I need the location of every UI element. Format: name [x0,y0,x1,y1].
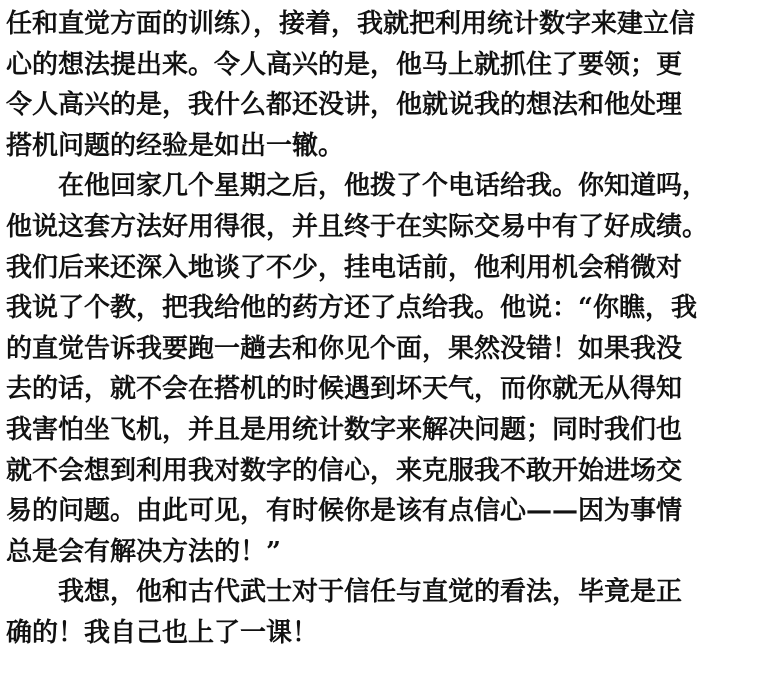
text-line: 他说这套方法好用得很，并且终于在实际交易中有了好成绩。 [6,211,709,242]
text-line: 任和直觉方面的训练），接着，我就把利用统计数字来建立信 [6,9,696,39]
paragraph-1 [6,4,748,166]
text-line: 的直觉告诉我要跑一趟去和你见个面，果然没错！如果我没 [6,333,683,364]
text-line: 我说了个教，把我给他的药方还了点给我。他说：“你瞧，我 [6,293,697,324]
text-line: 我害怕坐飞机，并且是用统计数字来解决问题；同时我们也 [6,414,683,445]
text-line: 我们后来还深入地谈了不少，挂电话前，他利用机会稍微对 [6,252,683,283]
paragraph-2 [6,166,748,572]
paragraph-3 [6,572,748,653]
text-line: 确的！我自己也上了一课！ [6,617,319,648]
text-line: 令人高兴的是，我什么都还没讲，他就说我的想法和他处理 [6,90,683,121]
text-line: 易的问题。由此可见，有时候你是该有点信心——因为事情 [6,496,683,527]
text-line: 在他回家几个星期之后，他拨了个电话给我。你知道吗， [58,171,709,202]
text-line: 就不会想到利用我对数字的信心，来克服我不敢开始进场交 [6,455,683,486]
text-line: 我想，他和古代武士对于信任与直觉的看法，毕竟是正 [58,577,683,608]
text-line: 搭机问题的经验是如出一辙。 [6,130,345,161]
text-line: 去的话，就不会在搭机的时候遇到坏天气，而你就无从得知 [6,374,683,405]
text-line: 心的想法提出来。令人高兴的是，他马上就抓住了要领；更 [6,49,683,80]
text-line: 总是会有解决方法的！” [6,536,281,567]
